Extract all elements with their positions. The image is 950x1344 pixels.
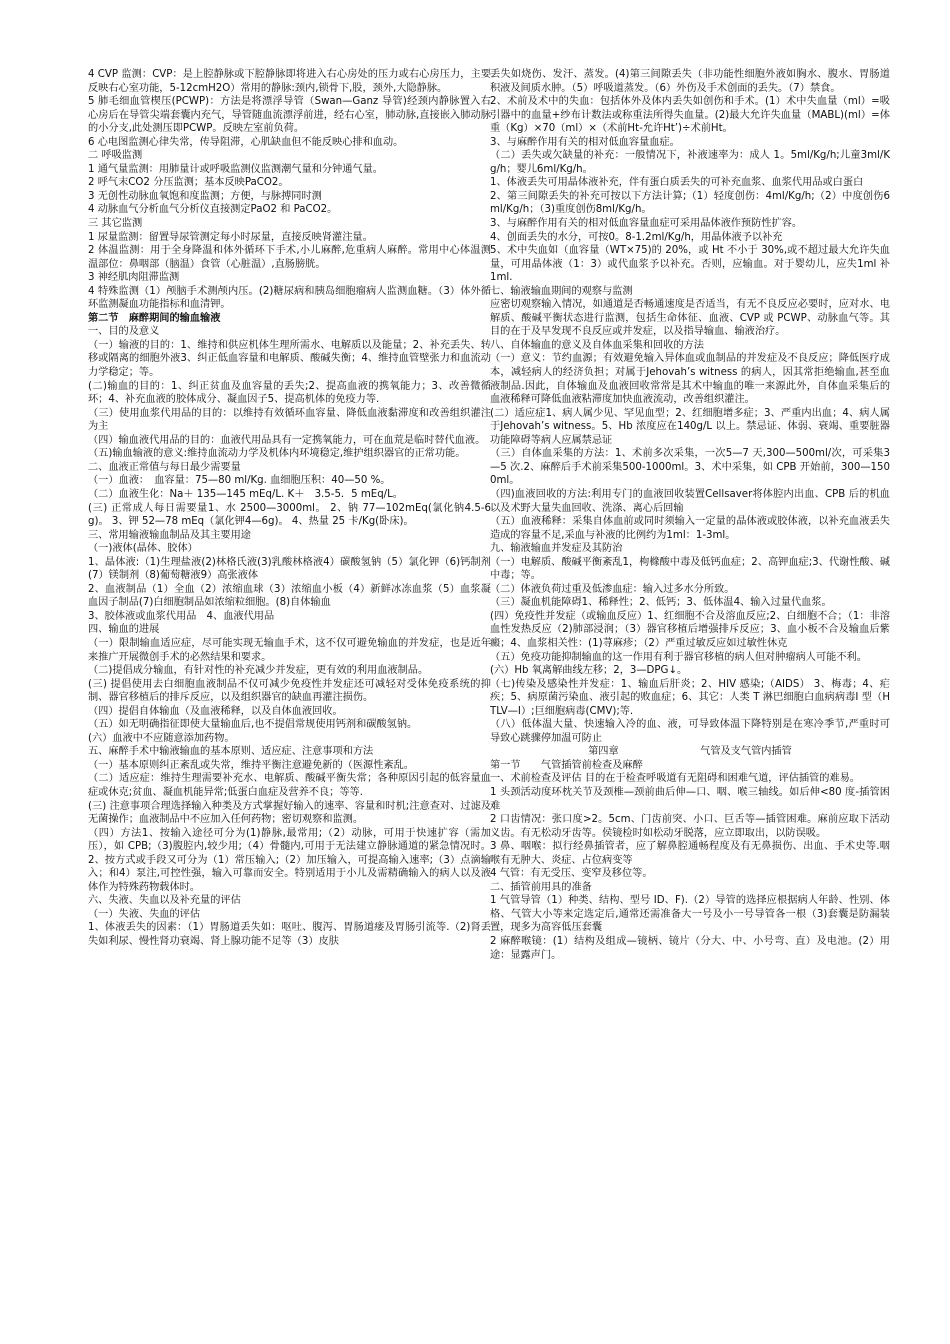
text-paragraph: 1 通气量监测：用肺量计或呼吸监测仪监测潮气量和分钟通气量。 — [88, 163, 383, 175]
text-paragraph: 2 体温监测：用于全身降温和体外循环下手术,小儿麻醉,危重病人麻醉。常用中心体温测温部位：鼻咽部（脑温）食管（心脏温）,直肠膀胱。 — [88, 245, 491, 270]
text-paragraph: （四）提倡自体输血（及血液稀释，以及自体血液回收。 — [88, 705, 343, 717]
text-paragraph: 3、与麻醉作用有关的相对低血容量血症可采用晶体液作预防性扩容。 — [490, 218, 803, 230]
text-paragraph: （七)传染及感染性并发症：1、输血后肝炎；2、HIV 感染;（AIDS） 3、梅毒；4、疟疾；5、病原菌污染血、液引起的败血症；6、其它：人类 T 淋巴细胞白血病病毒I 型（HTLV—I）;巨细胞病毒(CMV);等. — [490, 678, 890, 717]
text-paragraph: 六、失液、失血以及补充量的评估 — [88, 895, 241, 907]
text-paragraph: （一）血液： 血容量：75—80 ml/Kg. 血细胞压积：40—50 %。 — [88, 475, 391, 487]
text-paragraph: (三) 正常成人每日需要量1、水 2500—3000ml。 2、钠 77—102mEq(氯化钠4.5-6g)。 3、钾 52—78 mEq（氯化钾4—6g)。 4、热量 25 卡/Kg(卧床)。 — [88, 502, 491, 528]
text-paragraph: （四）输血液代用品的目的：血液代用品具有一定携氧能力，可在血荒是临时替代血液。 — [88, 434, 486, 446]
text-paragraph: 5 肺毛细血管楔压(PCWP)：方法是将漂浮导管（Swan—Ganz 导管)经颈内静脉置入右心房后在导管尖端套囊内充气，导管随血流漂浮前进，经右心室，肺动脉,直接嵌入肺动脉的小分支,此处测压即PCWP。反映左室前负荷。 — [88, 96, 491, 135]
text-paragraph: （一）意义：节约血源；有效避免输入异体血或血制品的并发症及不良反应；降低医疗成本，减轻病人的经济负担；对属于Jehovah’s witness 的病人，因其常拒绝输血,甚至血液制品.因此，自体输血及血液回收常常是其术中输血的唯一来源此外，自体血采集后的血液稀释可降低血液粘滞度加快血液流动，改善组织灌注。 — [490, 353, 890, 406]
text-paragraph: 二、血液正常值与每日最少需要量 — [88, 461, 241, 473]
text-paragraph: (三) 注意事项合理选择输入种类及方式掌握好输入的速率、容量和时机;注意查对、过滤及无菌操作；血液制品中不应加入任何药物；密切观察和监测。 — [88, 800, 491, 826]
text-paragraph: 二 呼吸监测 — [88, 150, 143, 162]
text-paragraph: 1 头颈活动度环枕关节及颈椎—颈前曲后伸—口、咽、喉三轴线。如后伸<80 度-插管困难 — [490, 786, 890, 812]
text-paragraph: （一)液体(晶体、胶体） — [88, 543, 198, 555]
text-paragraph: （五)输血输液的意义:维持血流动力学及机体内环境稳定,维护组织器官的正常功能。 — [88, 448, 466, 460]
text-paragraph: 丢失如烧伤、发汗、蒸发。(4)第三间隙丢失（非功能性细胞外液如胸水、腹水、胃肠道积液及间质水肿。（5）呼吸道蒸发。（6）外伤及手术创面的丢失。（7）禁食。 — [490, 69, 890, 94]
text-paragraph: (二）适应症1、病人属少见、罕见血型；2、红细胞增多症；3、严重内出血；4、病人属于Jehovah’s witness。5、Hb 浓度应在140g/L 以上。禁忌证、体弱、衰竭、重要脏器功能障碍等病人应属禁忌证 — [490, 407, 890, 446]
text-paragraph: 应密切观察输入情况，如通道是否畅通速度是否适当，有无不良反应必要时，应对水、电解质、酸碱平衡状态进行监测，包括生命体征、血液、CVP 或 PCWP、动脉血气等。其目的在于及早发现不良反应或并发症，以及指导输血、输液治疗。 — [490, 299, 890, 338]
text-paragraph: 2、血液制品（1）全血（2）浓缩血球（3）浓缩血小板（4）新鲜冰冻血浆（5）血浆凝血因子制品(7)白细胞制品如浓缩粒细胞。(8)自体输血 — [88, 583, 491, 609]
text-paragraph: （二）血液生化：Na＋ 135—145 mEq/L. K＋ 3.5-5．5 mEq/L。 — [88, 488, 403, 500]
text-paragraph: 七、输液输血期间的观察与监测 — [490, 285, 633, 297]
text-paragraph: 2、术前及术中的失血：包括体外及体内丢失如创伤和手术。(1）术中失血量（ml）=吸引器中的血量+纱布计数法或称重法所得失血量。(2)最大允许失血量（MABL)(ml）=体重（Kg）×70（ml）×（术前Ht-允许Ht’)÷术前Ht。 — [490, 96, 890, 135]
right-column — [490, 68, 890, 1288]
text-paragraph: 八、自体输血的意义及自体血采集和回收的方法 — [490, 339, 704, 351]
text-paragraph: 1、体液丢失可用晶体液补充，伴有蛋白质丢失的可补充血浆、血浆代用品或白蛋白 — [490, 177, 864, 189]
text-paragraph: （一）限制输血适应症，尽可能实现无输血手术，这不仅可避免输血的并发症，也是近年来推广开展微创手术的必然结果和要求。 — [88, 637, 491, 663]
text-paragraph: (四）免疫性并发症（或输血反应）1、红细胞不合及溶血反应;2、白细胞不合；（1：非溶血性发热反应（2)肺部浸润；（3）器官移植后增强排斥反应；3、血小板不合及输血后紫癜；4、血浆相关性：(1)荨麻疹；（2）严重过敏反应如过敏性休克 — [490, 610, 890, 649]
text-paragraph: 1 气管导管（1）种类、结构、型号 ID、F).（2）导管的选择应根据病人年龄、性别、体格、气管大小等来定选定后,通常还需准备大一号及小一号导管各一根（3)套囊是防漏装置，现多为高容低压套囊 — [490, 895, 890, 934]
text-paragraph: （三）使用血浆代用品的目的：以维持有效循环血容量、降低血液黏滞度和改善组织灌注为主 — [88, 407, 491, 433]
text-paragraph: 4 CVP 监测：CVP：是上腔静脉或下腔静脉即将进入右心房处的压力或右心房压力，主要反映右心室功能，5-12cmH2O）常用的静脉:颈内,锁骨下,股，颈外,大隐静脉。 — [88, 69, 491, 94]
text-paragraph: 1 尿量监测：留置导尿管测定每小时尿量，直接反映肾灌注量。 — [88, 231, 373, 243]
text-paragraph: 第一节 气管插管前检查及麻醉 — [490, 759, 643, 771]
text-paragraph: 2 麻醉喉镜：(1）结构及组成—镜柄、镜片（分大、中、小号弯、直）及电池。(2）用途：显露声门。 — [490, 936, 890, 961]
left-column — [88, 68, 491, 1288]
text-paragraph: 3 无创性动脉血氧饱和度监测；方便，与脉搏同时测 — [88, 190, 322, 202]
text-paragraph: (二)输血的目的：1、纠正贫血及血容量的丢失;2、提高血液的携氧能力；3、改善微循环；4、补充血液的胶体成分、凝血因子5、提高机体的免疫力等. — [88, 380, 491, 406]
text-paragraph: 3、与麻醉作用有关的相对低血容量血症。 — [490, 136, 680, 148]
text-paragraph: 三 其它监测 — [88, 218, 143, 230]
text-paragraph: 4 气管：有无受压、变窄及移位等。 — [490, 868, 653, 880]
text-paragraph: (六）Hb 氧离解曲线左移；2，3—DPG↓。 — [490, 665, 688, 677]
text-paragraph: （二)提倡成分输血，有针对性的补充减少并发症，更有效的利用血液制品。 — [88, 665, 429, 677]
text-paragraph: （三）自体血采集的方法：1、术前多次采集，一次5—7 天,300—500ml/次，可采集3—5 次.2、麻醉后手术前采集500-1000ml。3、术中采集，如 CPB 开始前，300—1500ml。 — [490, 448, 890, 487]
text-paragraph: 4 特殊监测（1）颅脑手术测颅内压。(2)糖尿病和胰岛细胞瘤病人监测血糖。（3）体外循环监测凝血功能指标和血清钾。 — [88, 285, 491, 311]
text-paragraph: （二）丢失或欠缺量的补充：一般情况下，补液速率为：成人 1。5ml/Kg/h;儿童3ml/Kg/h；婴儿6ml/Kg/h。 — [490, 150, 890, 175]
text-paragraph: 4、创面丢失的水分，可按0。8-1.2ml/Kg/h，用晶体液予以补充 — [490, 231, 783, 243]
text-paragraph: （一）失液、失血的评估 — [88, 908, 201, 920]
text-paragraph: （二）体液负荷过重及低渗血症：输入过多水分所致。 — [490, 583, 735, 595]
text-paragraph: （二）适应症：维持生理需要补充水、电解质、酸碱平衡失常；各种原因引起的低容量血症或休克;贫血、凝血机能异常;低蛋白血症及营养不良；等等. — [88, 773, 491, 798]
text-paragraph: 3 神经肌肉阻滞监测 — [88, 272, 180, 284]
text-paragraph: 二、插管前用具的准备 — [490, 881, 592, 893]
text-paragraph: （五）如无明确指征即使大量输血后,也不提倡常规使用钙剂和碳酸氢钠。 — [88, 719, 418, 731]
text-paragraph: 3、胶体液或血浆代用品 4、血液代用品 — [88, 610, 275, 622]
text-paragraph: （五）血液稀释：采集自体血前或同时须输入一定量的晶体液或胶体液，以补充血液丢失造成的容量不足,采血与补液的比例约为1ml：1-3ml。 — [490, 516, 890, 541]
text-paragraph: 九、输液输血并发症及其防治 — [490, 543, 623, 555]
text-paragraph: 3 鼻、咽喉：拟行经鼻插管者，应了解鼻腔通畅程度及有无鼻损伤、出血、手术史等.咽喉有无肿大、炎症、占位病变等 — [490, 841, 890, 866]
text-paragraph: 一、目的及意义 — [88, 326, 160, 338]
text-paragraph: 4 动脉血气分析血气分析仪直接测定PaO2 和 PaCO2。 — [88, 204, 338, 216]
text-paragraph: 三、常用输液输血制品及其主要用途 — [88, 529, 251, 541]
text-paragraph: （一）电解质、酸碱平衡紊乱1，枸橼酸中毒及低钙血症；2、高钾血症;3、代谢性酸、碱中毒；等。 — [490, 556, 890, 582]
text-paragraph: （一）基本原则纠正紊乱或失常，维持平衡注意避免新的（医源性紊乱。 — [88, 759, 414, 771]
text-paragraph: 第四章 气管及支气管内插管 — [588, 746, 792, 758]
text-paragraph: （一）输液的目的：1、维持和供应机体生理所需水、电解质以及能量；2、补充丢失、转移或隔离的细胞外液3、纠正低血容量和电解质、酸碱失衡；4、维持血管壁张力和血流动力学稳定；等。 — [88, 339, 491, 379]
text-paragraph: 第二节 麻醉期间的输血输液 — [88, 312, 221, 324]
text-paragraph: 一、术前检查及评估 目的在于检查呼吸道有无阻碍和困难气道，评估插管的难易。 — [490, 773, 860, 785]
text-paragraph: （三）凝血机能障碍1、稀释性；2、低钙；3、低体温4、输入过量代血浆。 — [490, 597, 832, 609]
text-paragraph: （四)血液回收的方法:利用专门的血液回收装置Cellsaver将体腔内出血、CPB 后的机血以及术野大量失血回收、洗涤、离心后回输 — [490, 488, 890, 514]
text-paragraph: (三) 提倡使用去白细胞血液制品不仅可减少免疫性并发症还可减轻对受体免疫系统的抑制、器官移植后的排斥反应，以及组织器官的缺血再灌注损伤。 — [88, 678, 491, 704]
text-paragraph: 1、晶体液:（1)生理盐液(2)林格氏液(3)乳酸林格液4）碳酸氢钠（5）氯化钾（6)钙制剂(7）镁制剂（8)葡萄糖液9）高张液体 — [88, 556, 491, 582]
text-paragraph: （八）低体温大量、快速输入冷的血、液，可导致体温下降特别是在寒冷季节,严重时可导致心跳骤停加温可防止 — [490, 719, 890, 744]
text-paragraph: 2 口齿情况：张口度>2。5cm、门齿前突、小口、巨舌等—插管困难。麻前应取下活动义齿。有无松动牙齿等。侯镜检时如松动牙脱落，应立即取出，以防误吸。 — [490, 814, 890, 839]
text-paragraph: 五、麻醉手术中输液输血的基本原则、适应症、注意事项和方法 — [88, 746, 374, 758]
text-paragraph: 2、第三间隙丢失的补充可按以下方法计算;（1）轻度创伤：4ml/Kg/h;（2）中度创伤6ml/Kg/h；（3)重度创伤8ml/Kg/h。 — [490, 190, 890, 216]
text-paragraph: （四）方法1、按输入途径可分为(1)静脉,最常用;（2）动脉，可用于快速扩容（需加压），如 CPB;（3)腹腔内,较少用;（4）骨髓内,可用于无法建立静脉通道的紧急情况时。2、按方式或手段又可分为（1）常压输入;（2）加压输入，可提高输入速率;（3）点滴输入；和4）泵注,可控性强，输入可靠而安全。特别适用于小儿及需精确输入的病人以及液体作为特殊药物载体时。 — [88, 827, 491, 893]
text-paragraph: (六）血液中不应随意添加药物。 — [88, 732, 235, 744]
text-paragraph: 6 心电图监测心律失常，传导阻滞，心肌缺血但不能反映心排和血动。 — [88, 136, 404, 148]
text-paragraph: 2 呼气末CO2 分压监测；基本反映PaCO2。 — [88, 177, 289, 189]
text-paragraph: 1、体液丢失的因素：（1）胃肠道丢失如：呕吐、腹泻、胃肠道瘘及胃肠引流等.（2)肾丢失如利尿、慢性肾功衰竭、肾上腺功能不足等（3）皮肤 — [88, 922, 491, 947]
text-paragraph: 四、输血的进展 — [88, 624, 160, 636]
text-paragraph: 5、术中失血如（血容量（WT×75)的 20%，或 Ht 不小于 30%,或不超过最大允许失血量，可用晶体液（1：3）或代血浆予以补充。否则，应输血。对于婴幼儿，应失1ml 补 1ml. — [490, 245, 890, 284]
text-paragraph: （五）免疫功能抑制输血的这一作用有利于器官移植的病人但对肿瘤病人可能不利。 — [490, 651, 867, 663]
